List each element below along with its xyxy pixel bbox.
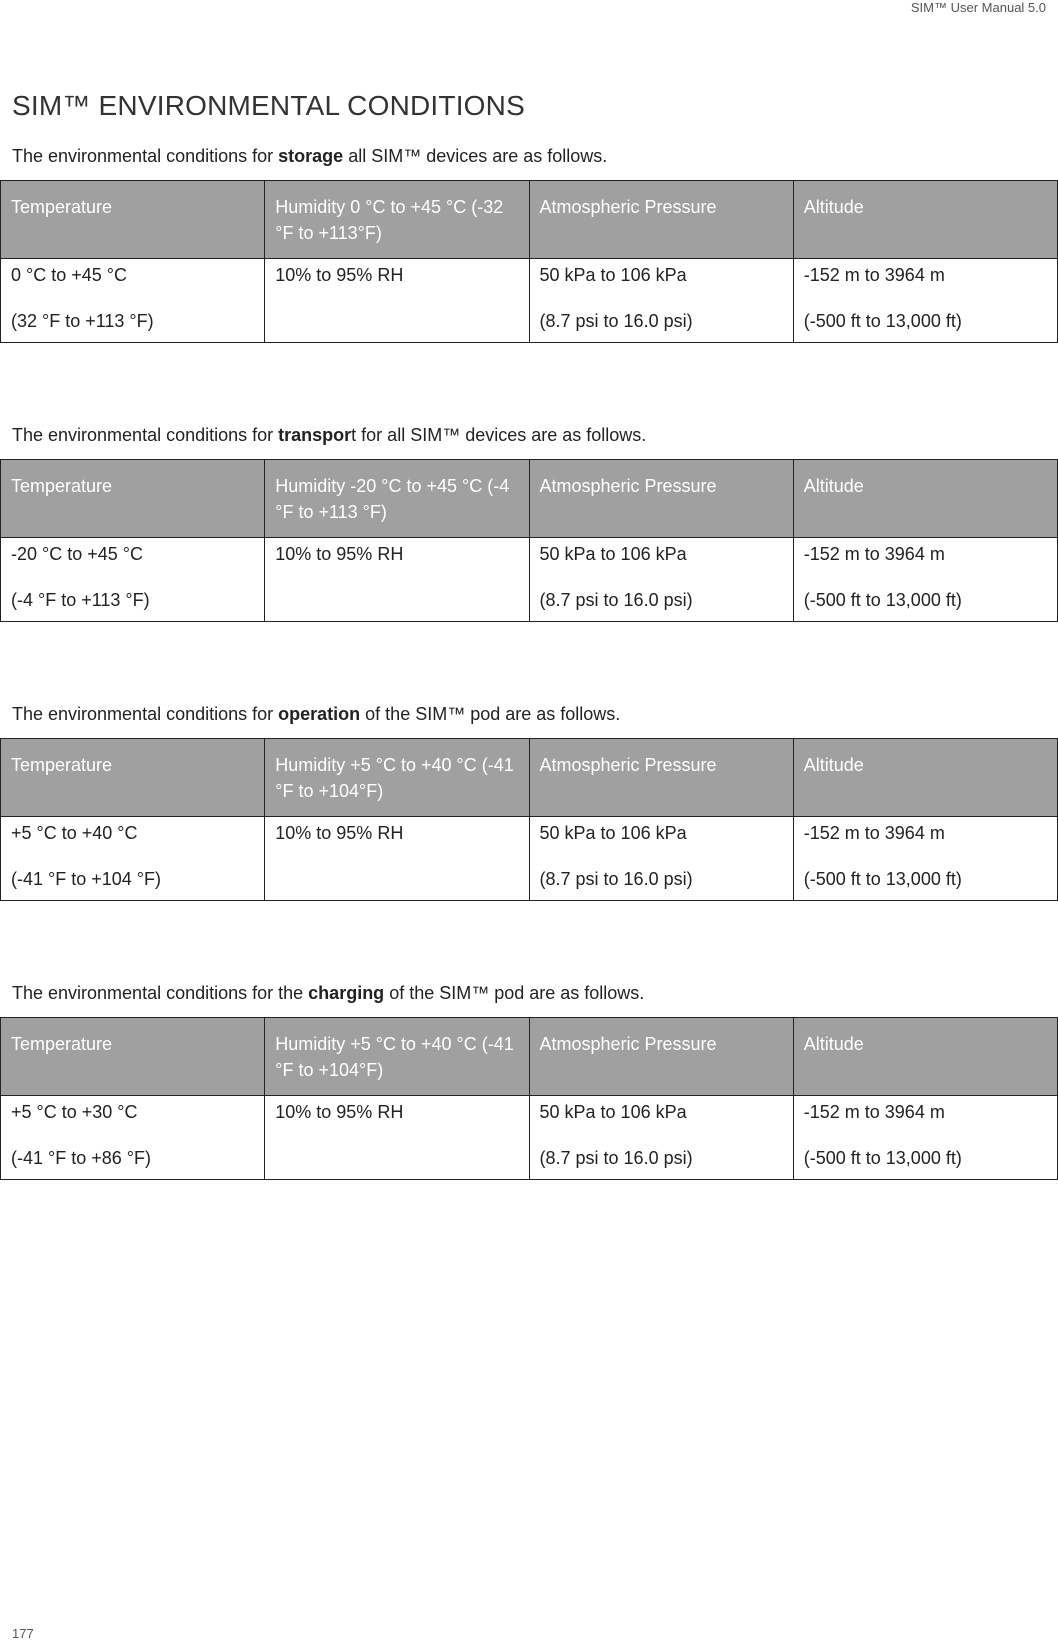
cell-line: (-500 ft to 13,000 ft) (803, 590, 962, 610)
intro-text: The environmental conditions for (12, 146, 279, 166)
temperature-cell (1, 1096, 265, 1180)
cell-line: (8.7 psi to 16.0 psi) (539, 311, 693, 331)
header-pressure: Atmospheric Pressure (529, 1018, 793, 1096)
cell-line: (-4 °F to +113 °F) (11, 590, 150, 610)
header-humidity: Humidity 0 °C to +45 °C (-32 °F to +113°F) (265, 181, 529, 259)
temperature-cell (1, 817, 265, 901)
cell-line: -152 m to 3964 m (803, 544, 945, 564)
intro-text: all SIM™ devices are as follows. (343, 146, 608, 166)
temperature-cell (1, 259, 265, 343)
storage-conditions-section (0, 146, 1058, 343)
cell-line: 50 kPa to 106 kPa (539, 823, 687, 843)
header-temperature: Temperature (1, 181, 265, 259)
cell-line: (-500 ft to 13,000 ft) (803, 311, 962, 331)
altitude-cell (793, 817, 1057, 901)
running-header: SIM™ User Manual 5.0 (910, 0, 1046, 15)
header-pressure: Atmospheric Pressure (529, 460, 793, 538)
cell-line: -152 m to 3964 m (803, 823, 945, 843)
header-pressure: Atmospheric Pressure (529, 181, 793, 259)
header-temperature: Temperature (1, 460, 265, 538)
table-row (1, 538, 1058, 622)
conditions-table (0, 180, 1058, 343)
cell-line: 10% to 95% RH (275, 265, 404, 285)
charging-conditions-section (0, 983, 1058, 1180)
table-row (1, 259, 1058, 343)
pressure-cell (529, 538, 793, 622)
header-altitude: Altitude (793, 1018, 1057, 1096)
header-humidity: Humidity +5 °C to +40 °C (-41 °F to +104°F) (265, 739, 529, 817)
cell-line: +5 °C to +40 °C (11, 823, 138, 843)
pressure-cell (529, 817, 793, 901)
header-humidity: Humidity -20 °C to +45 °C (-4 °F to +113 °F) (265, 460, 529, 538)
humidity-cell (265, 259, 529, 343)
cell-line: (-41 °F to +104 °F) (11, 869, 161, 889)
cell-line: (32 °F to +113 °F) (11, 311, 154, 331)
cell-line: (-500 ft to 13,000 ft) (803, 869, 962, 889)
cell-line: (8.7 psi to 16.0 psi) (539, 590, 693, 610)
page-number: 177 (12, 1626, 34, 1641)
cell-line: (-500 ft to 13,000 ft) (803, 1148, 962, 1168)
cell-line: 50 kPa to 106 kPa (539, 265, 687, 285)
humidity-cell (265, 1096, 529, 1180)
cell-line: -152 m to 3964 m (803, 265, 945, 285)
table-header-row (1, 1018, 1058, 1096)
section-intro (12, 425, 1058, 459)
table-row (1, 1096, 1058, 1180)
cell-line: 50 kPa to 106 kPa (539, 544, 687, 564)
altitude-cell (793, 259, 1057, 343)
intro-keyword: charging (308, 983, 385, 1003)
cell-line: 10% to 95% RH (275, 823, 404, 843)
table-header-row (1, 739, 1058, 817)
table-row (1, 817, 1058, 901)
cell-line: 50 kPa to 106 kPa (539, 1102, 687, 1122)
altitude-cell (793, 538, 1057, 622)
conditions-table (0, 459, 1058, 622)
intro-text: t for all SIM™ devices are as follows. (351, 425, 647, 445)
section-intro (12, 146, 1058, 180)
cell-line: 10% to 95% RH (275, 1102, 404, 1122)
cell-line: -152 m to 3964 m (803, 1102, 945, 1122)
pressure-cell (529, 259, 793, 343)
header-altitude: Altitude (793, 739, 1057, 817)
intro-text: of the SIM™ pod are as follows. (384, 983, 645, 1003)
cell-line: 10% to 95% RH (275, 544, 404, 564)
header-humidity: Humidity +5 °C to +40 °C (-41 °F to +104°F) (265, 1018, 529, 1096)
conditions-table (0, 1017, 1058, 1180)
table-header-row (1, 460, 1058, 538)
intro-text: of the SIM™ pod are as follows. (360, 704, 621, 724)
intro-keyword: transpor (278, 425, 352, 445)
intro-text: The environmental conditions for (12, 425, 279, 445)
operation-conditions-section (0, 704, 1058, 901)
intro-text: The environmental conditions for (12, 704, 279, 724)
header-pressure: Atmospheric Pressure (529, 739, 793, 817)
conditions-table (0, 738, 1058, 901)
header-temperature: Temperature (1, 1018, 265, 1096)
header-temperature: Temperature (1, 739, 265, 817)
section-intro (12, 704, 1058, 738)
pressure-cell (529, 1096, 793, 1180)
cell-line: (8.7 psi to 16.0 psi) (539, 1148, 693, 1168)
intro-keyword: operation (278, 704, 361, 724)
page-title: SIM™ ENVIRONMENTAL CONDITIONS (12, 90, 525, 121)
cell-line: (-41 °F to +86 °F) (11, 1148, 151, 1168)
header-altitude: Altitude (793, 181, 1057, 259)
altitude-cell (793, 1096, 1057, 1180)
cell-line: -20 °C to +45 °C (11, 544, 143, 564)
cell-line: (8.7 psi to 16.0 psi) (539, 869, 693, 889)
cell-line: 0 °C to +45 °C (11, 265, 127, 285)
intro-keyword: storage (278, 146, 344, 166)
table-header-row (1, 181, 1058, 259)
header-altitude: Altitude (793, 460, 1057, 538)
humidity-cell (265, 538, 529, 622)
temperature-cell (1, 538, 265, 622)
transport-conditions-section (0, 425, 1058, 622)
cell-line: +5 °C to +30 °C (11, 1102, 138, 1122)
intro-text: The environmental conditions for the (12, 983, 309, 1003)
section-intro (12, 983, 1058, 1017)
humidity-cell (265, 817, 529, 901)
